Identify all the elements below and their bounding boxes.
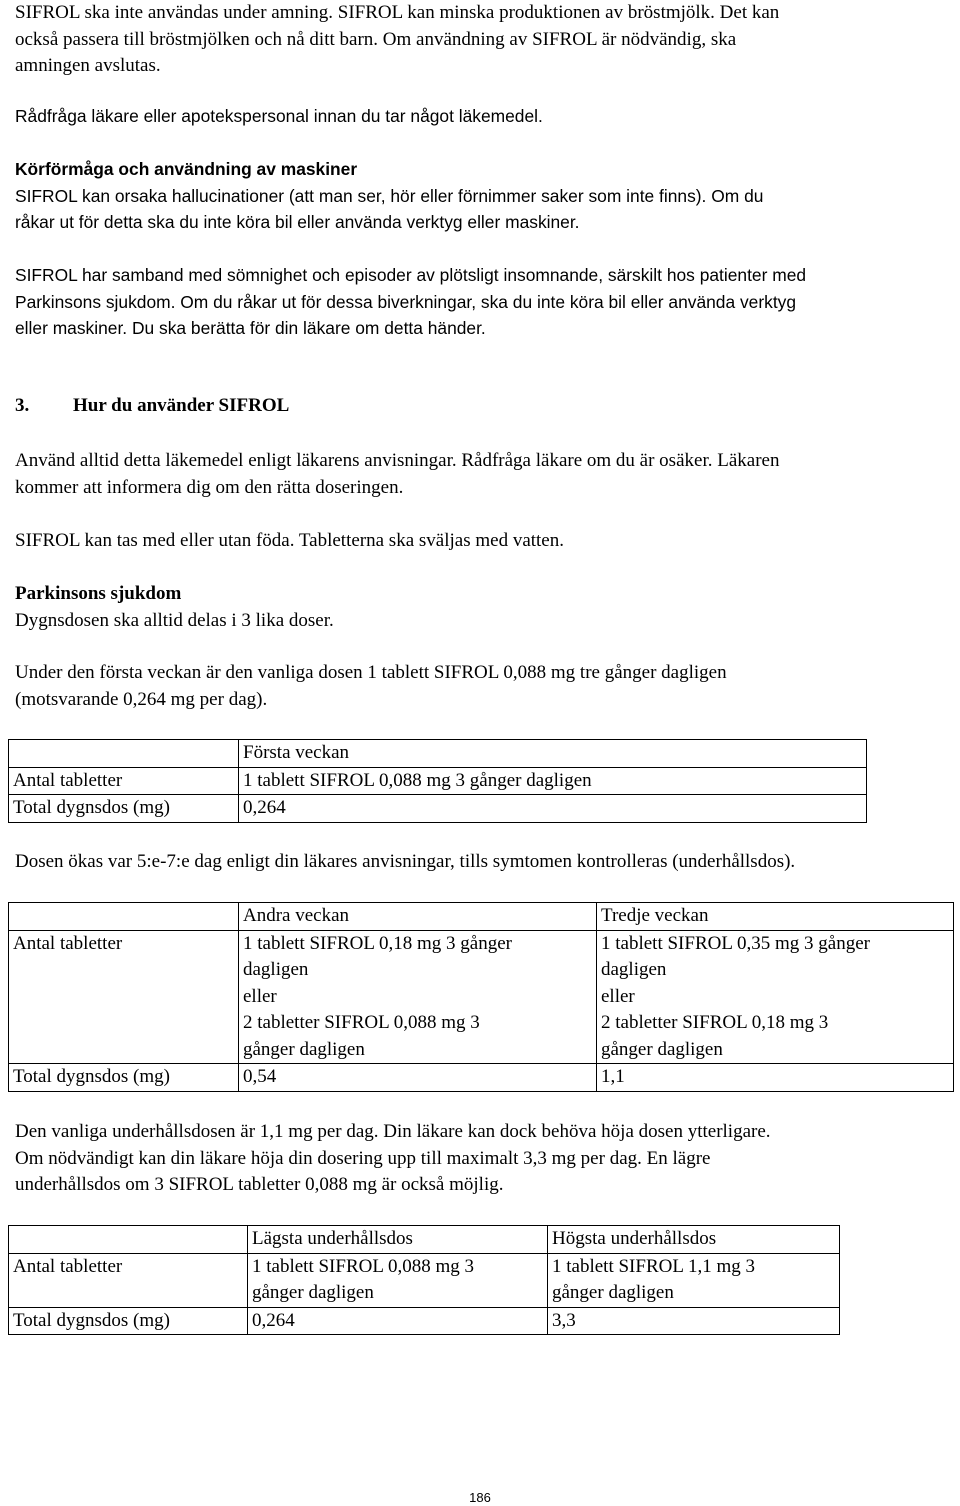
cell-line: eller: [243, 985, 277, 1007]
text-line: kommer att informera dig om den rätta doseringen.: [15, 476, 404, 498]
table-cell: 1 tablett SIFROL 0,088 mg 3 gånger dagligen: [239, 767, 867, 795]
section-heading: [15, 395, 289, 417]
text-line: SIFROL kan orsaka hallucinationer (att man ser, hör eller förnimmer saker som inte finns). Om du: [15, 185, 764, 206]
driving-section: [15, 156, 763, 236]
text-line: SIFROL kan tas med eller utan föda. Tabletterna ska sväljas med vatten.: [15, 530, 564, 551]
maintenance-paragraph: [15, 1119, 771, 1199]
cell-line: gånger dagligen: [243, 1038, 365, 1060]
table-cell: [239, 930, 597, 1064]
section-number: 3.: [15, 395, 30, 416]
table-header-row: [9, 903, 954, 931]
food-paragraph: [15, 528, 564, 555]
cell-line: gånger dagligen: [252, 1282, 374, 1303]
table-cell: 1,1: [597, 1064, 954, 1092]
cell-line: gånger dagligen: [601, 1038, 723, 1060]
table-cell: Tredje veckan: [597, 903, 954, 931]
text-line: Den vanliga underhållsdosen är 1,1 mg per dag. Din läkare kan dock behöva höja dosen ytterligare.: [15, 1121, 771, 1142]
cell-line: dagligen: [243, 959, 309, 980]
table-row: [9, 795, 867, 823]
cell-line: 1 tablett SIFROL 0,35 mg 3 gånger: [601, 932, 870, 954]
table-cell: Total dygnsdos (mg): [9, 1064, 239, 1092]
table-cell: [548, 1253, 840, 1307]
usage-paragraph: [15, 448, 779, 501]
table-cell: [248, 1253, 548, 1307]
table-cell: Första veckan: [239, 740, 867, 768]
table-cell: Total dygnsdos (mg): [9, 795, 239, 823]
table-row: [9, 1253, 840, 1307]
cell-line: dagligen: [601, 959, 667, 980]
table-cell: Lägsta underhållsdos: [248, 1226, 548, 1254]
table-cell: [9, 740, 239, 768]
cell-line: 2 tabletter SIFROL 0,18 mg 3: [601, 1012, 829, 1033]
text-line: SIFROL har samband med sömnighet och episoder av plötsligt insomnande, särskilt hos patienter med: [15, 265, 807, 285]
parkinson-section: [15, 581, 334, 634]
cell-line: gånger dagligen: [552, 1282, 674, 1303]
text-line: Dosen ökas var 5:e-7:e dag enligt din läkares anvisningar, tills symtomen kontrolleras (underhållsdos).: [15, 851, 796, 872]
text-line: SIFROL ska inte användas under amning. SIFROL kan minska produktionen av bröstmjölk. Det kan: [15, 2, 780, 23]
text-line: Använd alltid detta läkemedel enligt läkarens anvisningar. Rådfråga läkare om du är osäker. Läkaren: [15, 450, 780, 471]
sleep-paragraph: [15, 262, 806, 342]
page-number: 186: [469, 1490, 491, 1505]
parkinson-heading: Parkinsons sjukdom: [15, 583, 182, 604]
increase-paragraph: [15, 849, 795, 876]
table-cell: Antal tabletter: [9, 930, 239, 1064]
table-cell: Total dygnsdos (mg): [9, 1307, 248, 1335]
table-cell: Andra veckan: [239, 903, 597, 931]
text-line: Om nödvändigt kan din läkare höja din dosering upp till maximalt 3,3 mg per dag. En lägre: [15, 1147, 711, 1169]
table-cell: 0,264: [239, 795, 867, 823]
table-row: [9, 767, 867, 795]
first-week-table: [8, 739, 867, 823]
text-line: underhållsdos om 3 SIFROL tabletter 0,088 mg är också möjlig.: [15, 1174, 504, 1195]
text-line: Rådfråga läkare eller apotekspersonal innan du tar något läkemedel.: [15, 106, 543, 126]
table-header-row: [9, 1226, 840, 1254]
table-row: [9, 1307, 840, 1335]
table-cell: Antal tabletter: [9, 767, 239, 795]
table-cell: [597, 930, 954, 1064]
table-cell: [9, 903, 239, 931]
text-line: Parkinsons sjukdom. Om du råkar ut för dessa biverkningar, ska du inte köra bil eller använda verktyg: [15, 291, 797, 312]
maintenance-table: [8, 1225, 840, 1335]
table-header-row: [9, 740, 867, 768]
text-line: Dygnsdosen ska alltid delas i 3 lika doser.: [15, 609, 334, 631]
table-cell: 3,3: [548, 1307, 840, 1335]
section-title: Hur du använder SIFROL: [73, 395, 290, 416]
text-line: råkar ut för detta ska du inte köra bil eller använda verktyg eller maskiner.: [15, 212, 580, 232]
cell-line: 1 tablett SIFROL 1,1 mg 3: [552, 1255, 756, 1277]
text-line: amningen avslutas.: [15, 55, 161, 76]
text-line: (motsvarande 0,264 mg per dag).: [15, 688, 268, 710]
table-row: [9, 930, 954, 1064]
driving-heading: Körförmåga och användning av maskiner: [15, 159, 358, 179]
cell-line: 1 tablett SIFROL 0,088 mg 3: [252, 1255, 475, 1277]
text-line: också passera till bröstmjölken och nå ditt barn. Om användning av SIFROL är nödvändig, ska: [15, 28, 737, 50]
text-line: Under den första veckan är den vanliga dosen 1 tablett SIFROL 0,088 mg tre gånger dagligen: [15, 662, 727, 683]
breastfeeding-paragraph: [15, 0, 779, 80]
advice-paragraph: [15, 103, 543, 130]
text-line: eller maskiner. Du ska berätta för din läkare om detta händer.: [15, 318, 486, 338]
table-cell: Högsta underhållsdos: [548, 1226, 840, 1254]
cell-line: 2 tabletter SIFROL 0,088 mg 3: [243, 1012, 480, 1033]
table-cell: 0,54: [239, 1064, 597, 1092]
table-row: [9, 1064, 954, 1092]
table-cell: Antal tabletter: [9, 1253, 248, 1307]
cell-line: eller: [601, 985, 635, 1007]
first-week-paragraph: [15, 660, 727, 713]
titration-table: [8, 902, 954, 1092]
table-cell: 0,264: [248, 1307, 548, 1335]
cell-line: 1 tablett SIFROL 0,18 mg 3 gånger: [243, 932, 512, 954]
table-cell: [9, 1226, 248, 1254]
